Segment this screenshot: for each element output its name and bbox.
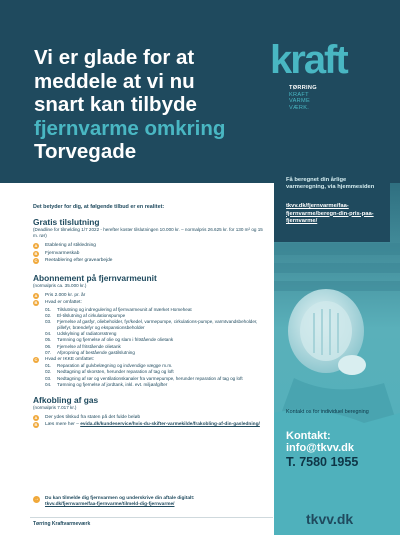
footer-divider: [30, 517, 273, 518]
list-item: B Fjernvarmeskab: [34, 250, 80, 256]
badge-b: B: [34, 250, 38, 256]
badge-a: A: [34, 414, 38, 420]
section-sub-gratis: (Deadline for tilmelding 1/7 2022 - herefter koster tilslutningen 10.000 kr. – normalpris 26.625 kr. for 130 m² og 15 m. rør): [33, 227, 263, 238]
price-calculator-link[interactable]: tkvv.dk/fjernvarme/faa-fjernvarme/beregn-din-pris-paa-fjernvarme/: [286, 203, 374, 224]
section-title-abonnement: Abonnement på fjernvarmeunit: [33, 272, 157, 283]
headline: [34, 46, 274, 164]
section-title-gratis: Gratis tilslutning: [33, 217, 100, 227]
section-title-gas: Afkobling af gas: [33, 394, 99, 405]
contact-title: Kontakt:: [286, 430, 331, 442]
kraft-logo: [268, 33, 368, 123]
list-item: 02. El-tilslutning af cirkulationspumpe: [45, 313, 126, 319]
contact-email[interactable]: info@tkvv.dk: [286, 442, 354, 454]
headline-end: Torvegade: [34, 140, 137, 163]
logo-tagline-3: VARME: [289, 98, 310, 105]
list-item: B Hvad er omfattet:: [34, 300, 82, 306]
list-item: 07. Afpropning af bestående gastilslutning: [45, 349, 135, 355]
list-item: 03. Fjernelse af gasfyr, oliebeholder, fyr/kedel, varmepumpe, cirkulations-pumpe, varmtvandsbeholder, pillefyr, brændefyr og ekspansionsbeholder: [45, 319, 258, 331]
list-item: 06. Fjernelse af fritstående olietank: [45, 343, 121, 349]
list-item: A Der ydes tilskud fra staten på det fulde beløb: [34, 414, 141, 420]
list-item: 05. Tømning og fjernelse af olie og slam i fritstående olietank: [45, 337, 174, 343]
footer-company: Tørring Kraftvarmeværk: [33, 521, 91, 527]
contact-label: Kontakt os for individuel beregning: [286, 409, 369, 415]
footer-domain[interactable]: tkvv.dk: [306, 511, 354, 527]
list-item: A Pris 2.000 kr. pr. år: [34, 292, 86, 298]
header-banner: [0, 0, 400, 183]
section-sub-abonnement: (normalpris ca. 35.000 kr.): [33, 282, 87, 288]
evida-link[interactable]: evida.dk/kundeservice/hvis-du-skifter-varmekilde/frakobling-af-din-gasledning/: [80, 422, 260, 428]
badge-c: C: [34, 258, 38, 264]
logo-tagline-4: VÆRK.: [289, 104, 310, 111]
arrow-right-icon: →: [34, 496, 39, 502]
list-item: 01. Tilslutning og indregulering af fjernvarmeunit af mærket Homeheat: [45, 306, 192, 312]
list-item: 04. Udskylning af radiatorsstreng: [45, 331, 117, 337]
headline-accent: fjernvarme omkring: [34, 116, 226, 140]
logo-tagline: [289, 85, 317, 111]
headline-line-3: snart kan tilbyde: [34, 93, 197, 116]
headline-line-1: Vi er glade for at: [34, 46, 195, 69]
contact-phone[interactable]: T. 7580 1955: [286, 455, 359, 469]
price-info-box: [274, 169, 390, 242]
logo-tagline-1: TØRRING: [289, 85, 317, 91]
list-item: 04. Tømning og fjernelse af jordtank, inkl. evt. miljøafgifter: [45, 381, 168, 387]
signup-callout: [33, 496, 269, 509]
badge-a: A: [34, 292, 38, 298]
list-item: C Hvad er IKKE omfattet:: [34, 356, 95, 362]
intro-text: Det betyder for dig, at følgende tilbud er en realitet:: [33, 204, 165, 210]
badge-b: B: [34, 422, 38, 428]
list-item: B Læs mere her – evida.dk/kundeservice/hvis-du-skifter-varmekilde/frakobling-af-din-gasledning/: [34, 422, 260, 428]
list-item: A Etablering af stikledning: [34, 243, 96, 248]
list-item: 01. Reparation af gulvbelægning og indvendige vægge m.m.: [45, 363, 173, 369]
logo-tagline-2: KRAFT: [289, 91, 309, 98]
badge-b: B: [34, 300, 38, 306]
signup-link[interactable]: tkvv.dk/fjernvarme/faa-fjernvarme/tilmeld-dig-fjernvarme/: [45, 502, 175, 508]
list-item: 02. Nedtagning af skorsten, herunder reparation af tag og loft: [45, 369, 174, 375]
offer-details: [33, 204, 269, 429]
list-item: C Reetablering efter gravearbejde: [34, 258, 113, 264]
headline-line-2: meddele at vi nu: [34, 69, 195, 93]
section-sub-gas: (normalpris 7.017 kr.): [33, 404, 77, 410]
kraft-logo-word: kraft: [270, 38, 347, 82]
list-item: 03. Nedtagning af rør og ventilationskanaler fra varmepumpe, herunder reparation af tag og loft: [45, 375, 243, 381]
kraft-logo-mark: [268, 33, 368, 85]
badge-a: A: [34, 243, 38, 248]
badge-c: C: [34, 356, 38, 362]
signup-text: Du kan tilmelde dig fjernvarmen og underskrive din aftale digitalt:: [45, 496, 195, 501]
price-info-text: Få beregnet din årlige varmeregning, via hjemmesiden: [286, 177, 375, 191]
